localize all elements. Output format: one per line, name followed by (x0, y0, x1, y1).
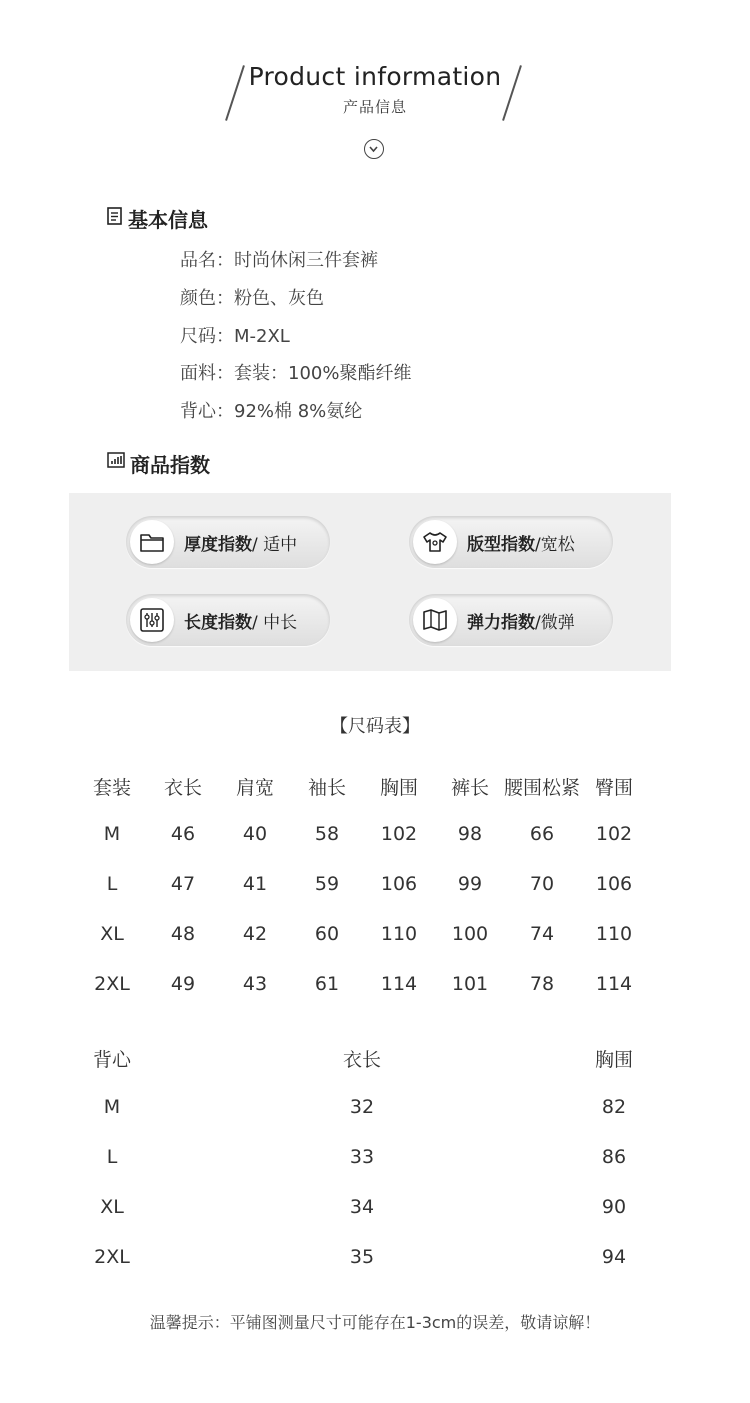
table-cell: 66 (529, 823, 555, 845)
table-cell: 42 (242, 923, 268, 945)
index-section-title: 商品指数 (130, 453, 210, 477)
info-row-color: 颜色：粉色、灰色 (180, 288, 324, 309)
info-row-name: 品名：时尚休闲三件套裤 (180, 250, 378, 271)
table-header-cell: 衣长 (342, 1049, 381, 1071)
table-header-cell: 衣长 (163, 777, 202, 799)
table-cell: 60 (314, 923, 340, 945)
index-value: /微弹 (535, 613, 575, 633)
table-header-cell: 胸围 (379, 777, 418, 799)
table-header-cell: 背心 (92, 1049, 131, 1071)
table-cell: 106 (380, 873, 418, 895)
table-cell: 99 (457, 873, 483, 895)
table-cell: 70 (529, 873, 555, 895)
table-cell: 94 (601, 1246, 627, 1268)
table-cell: 35 (349, 1246, 375, 1268)
table-cell: 106 (595, 873, 633, 895)
table-header-cell: 袖长 (307, 777, 346, 799)
table-cell: 48 (170, 923, 196, 945)
table-cell: M (103, 1096, 121, 1118)
index-value: /宽松 (535, 535, 575, 555)
chevron-down-icon (364, 139, 384, 159)
table-cell: 33 (349, 1146, 375, 1168)
size-chart-caption: 【尺码表】 (330, 716, 420, 737)
table-cell: M (103, 823, 121, 845)
table-cell: 47 (170, 873, 196, 895)
table-cell: 78 (529, 973, 555, 995)
folder-icon (130, 520, 174, 564)
index-value: / 适中 (252, 535, 298, 555)
index-pill-length (126, 594, 330, 646)
table-header-cell: 臀围 (594, 777, 633, 799)
bar-chart-icon (107, 452, 125, 472)
table-header-cell: 肩宽 (235, 777, 274, 799)
map-fold-icon (413, 598, 457, 642)
table-cell: 46 (170, 823, 196, 845)
table-cell: 59 (314, 873, 340, 895)
document-icon (107, 207, 123, 229)
table-cell: 98 (457, 823, 483, 845)
footer-note: 温馨提示：平铺图测量尺寸可能存在1-3cm的误差，敬请谅解！ (149, 1313, 601, 1332)
table-header-cell: 套装 (92, 777, 131, 799)
sliders-icon (130, 598, 174, 642)
index-value: / 中长 (252, 613, 298, 633)
index-label: 厚度指数 (184, 535, 252, 555)
table-cell: 101 (451, 973, 489, 995)
table-cell: 86 (601, 1146, 627, 1168)
basic-info-title: 基本信息 (128, 208, 208, 232)
table-cell: XL (100, 923, 124, 945)
table-cell: XL (100, 1196, 124, 1218)
table-cell: 100 (451, 923, 489, 945)
table-cell: 110 (380, 923, 418, 945)
table-cell: 2XL (94, 973, 130, 995)
table-cell: 110 (595, 923, 633, 945)
table-cell: 34 (349, 1196, 375, 1218)
table-cell: 102 (380, 823, 418, 845)
table-cell: 82 (601, 1096, 627, 1118)
table-header-cell: 胸围 (594, 1049, 633, 1071)
table-cell: 49 (170, 973, 196, 995)
index-pill-fit (409, 516, 613, 568)
table-cell: 40 (242, 823, 268, 845)
index-pill-thickness (126, 516, 330, 568)
table-cell: 41 (242, 873, 268, 895)
index-pill-elasticity (409, 594, 613, 646)
table-cell: 43 (242, 973, 268, 995)
info-row-size: 尺码：M-2XL (180, 326, 290, 347)
table-header-cell: 腰围松紧 (503, 777, 580, 799)
index-label: 版型指数 (467, 535, 535, 555)
table-cell: 90 (601, 1196, 627, 1218)
table-cell: 114 (380, 973, 418, 995)
table-header-cell: 裤长 (450, 777, 489, 799)
table-cell: 58 (314, 823, 340, 845)
index-label: 长度指数 (184, 613, 252, 633)
table-cell: L (106, 1146, 118, 1168)
table-cell: 102 (595, 823, 633, 845)
table-cell: 114 (595, 973, 633, 995)
info-row-fabric: 面料：套装：100%聚酯纤维 (180, 363, 412, 384)
header-subtitle: 产品信息 (342, 98, 407, 116)
info-row-vest: 背心：92%棉 8%氨纶 (180, 401, 363, 422)
tshirt-icon (413, 520, 457, 564)
table-cell: 32 (349, 1096, 375, 1118)
index-label: 弹力指数 (467, 613, 535, 633)
table-cell: 61 (314, 973, 340, 995)
table-cell: 2XL (94, 1246, 130, 1268)
header-title: Product information (248, 62, 502, 91)
table-cell: 74 (529, 923, 555, 945)
table-cell: L (106, 873, 118, 895)
